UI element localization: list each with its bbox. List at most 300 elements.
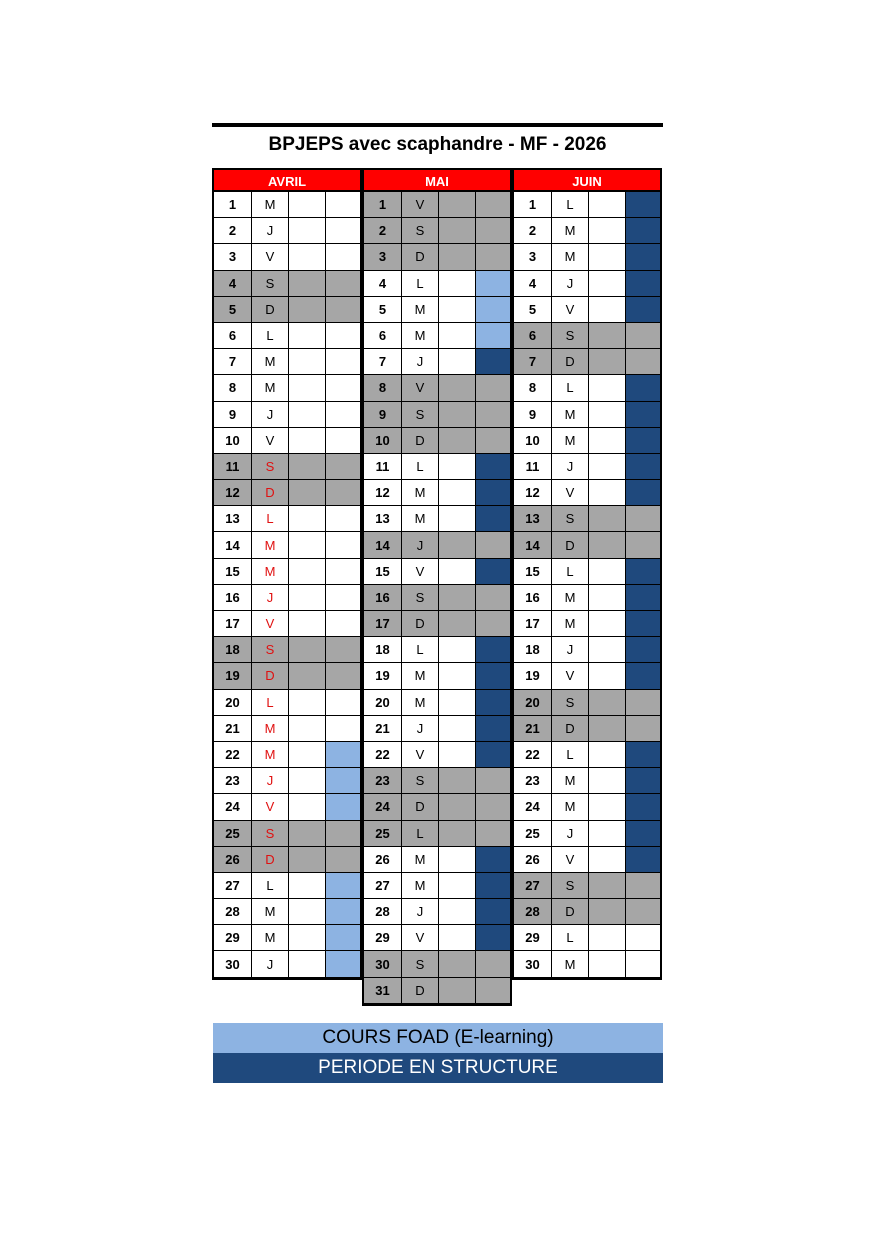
slot-a [439,428,476,454]
day-row [514,899,660,925]
slot-b [326,349,360,375]
day-row [514,821,660,847]
slot-b [326,768,360,794]
slot-a [289,873,326,899]
day-number: 16 [514,585,552,611]
day-row [214,690,360,716]
slot-b [326,454,360,480]
slot-b [476,271,510,297]
day-row [514,716,660,742]
slot-b [626,925,660,951]
day-letter: J [252,585,289,611]
slot-a [589,663,626,689]
day-number: 22 [364,742,402,768]
day-number: 25 [364,821,402,847]
day-letter: M [552,951,589,977]
slot-a [439,873,476,899]
day-row [214,559,360,585]
slot-a [289,663,326,689]
day-letter: M [252,899,289,925]
day-row [514,218,660,244]
day-row [214,716,360,742]
day-number: 22 [214,742,252,768]
day-number: 1 [364,192,402,218]
day-row [364,375,510,401]
slot-a [289,794,326,820]
day-letter: D [252,297,289,323]
slot-b [476,192,510,218]
day-row [514,506,660,532]
day-letter: L [402,637,439,663]
month-juin [512,168,662,980]
day-letter: M [252,192,289,218]
day-letter: M [402,690,439,716]
day-letter: J [402,899,439,925]
day-letter: V [552,480,589,506]
day-number: 13 [514,506,552,532]
slot-a [289,480,326,506]
day-number: 18 [514,637,552,663]
slot-a [439,506,476,532]
day-letter: V [402,192,439,218]
day-row [214,637,360,663]
day-number: 29 [514,925,552,951]
day-letter: S [552,873,589,899]
day-letter: J [252,218,289,244]
day-letter: S [252,271,289,297]
day-number: 2 [514,218,552,244]
day-row [214,428,360,454]
slot-a [439,323,476,349]
slot-a [589,480,626,506]
day-letter: M [552,244,589,270]
day-row [364,297,510,323]
day-number: 19 [214,663,252,689]
slot-a [589,506,626,532]
day-row [214,821,360,847]
day-number: 2 [214,218,252,244]
slot-a [439,297,476,323]
day-letter: L [552,192,589,218]
slot-b [476,821,510,847]
slot-a [439,925,476,951]
day-letter: V [252,611,289,637]
day-row [214,873,360,899]
slot-b [476,768,510,794]
day-row [514,951,660,977]
slot-b [476,742,510,768]
slot-b [626,794,660,820]
day-number: 5 [514,297,552,323]
slot-b [626,375,660,401]
day-number: 3 [514,244,552,270]
day-letter: L [252,506,289,532]
day-number: 10 [514,428,552,454]
day-number: 24 [364,794,402,820]
slot-b [476,428,510,454]
slot-a [289,821,326,847]
day-letter: L [252,323,289,349]
slot-b [326,192,360,218]
day-number: 9 [214,402,252,428]
day-number: 12 [214,480,252,506]
day-row [364,847,510,873]
day-letter: S [252,637,289,663]
day-number: 9 [364,402,402,428]
slot-a [589,559,626,585]
slot-b [626,454,660,480]
slot-a [589,690,626,716]
day-letter: L [402,271,439,297]
day-letter: M [552,218,589,244]
day-number: 30 [364,951,402,977]
day-letter: M [552,402,589,428]
day-number: 16 [364,585,402,611]
day-letter: V [552,847,589,873]
day-number: 10 [214,428,252,454]
slot-b [476,663,510,689]
day-row [214,847,360,873]
slot-a [289,375,326,401]
slot-b [626,873,660,899]
day-number: 1 [214,192,252,218]
day-number: 15 [514,559,552,585]
slot-a [289,323,326,349]
slot-b [326,480,360,506]
slot-b [326,297,360,323]
slot-a [289,532,326,558]
slot-a [589,218,626,244]
day-letter: L [552,375,589,401]
day-row [214,532,360,558]
slot-a [439,821,476,847]
day-letter: S [552,323,589,349]
day-letter: V [552,663,589,689]
slot-a [589,323,626,349]
day-number: 28 [514,899,552,925]
day-letter: M [252,349,289,375]
slot-b [326,873,360,899]
day-number: 8 [364,375,402,401]
slot-a [439,611,476,637]
slot-a [589,951,626,977]
day-letter: J [402,532,439,558]
day-row [214,271,360,297]
slot-b [476,978,510,1004]
slot-a [289,742,326,768]
day-row [364,663,510,689]
legend-structure: PERIODE EN STRUCTURE [213,1053,663,1083]
day-letter: M [552,794,589,820]
slot-a [439,349,476,375]
day-number: 9 [514,402,552,428]
slot-a [439,375,476,401]
day-number: 26 [214,847,252,873]
day-row [364,690,510,716]
slot-b [476,506,510,532]
day-number: 24 [214,794,252,820]
slot-b [626,768,660,794]
month-grid [512,192,662,980]
slot-b [326,794,360,820]
day-letter: M [402,323,439,349]
day-number: 25 [214,821,252,847]
day-number: 28 [214,899,252,925]
day-letter: L [552,925,589,951]
day-row [514,297,660,323]
slot-a [439,716,476,742]
slot-b [326,821,360,847]
day-letter: D [402,978,439,1004]
day-number: 3 [364,244,402,270]
day-row [514,271,660,297]
slot-a [289,847,326,873]
day-row [364,794,510,820]
day-number: 19 [514,663,552,689]
day-letter: L [252,873,289,899]
slot-a [439,559,476,585]
slot-b [326,663,360,689]
day-letter: M [402,297,439,323]
slot-b [626,899,660,925]
day-row [514,192,660,218]
day-row [364,559,510,585]
slot-a [439,192,476,218]
day-number: 23 [214,768,252,794]
day-letter: D [402,244,439,270]
day-letter: D [402,611,439,637]
day-row [514,742,660,768]
month-grid [212,192,362,980]
day-row [214,611,360,637]
day-row [514,794,660,820]
slot-a [439,794,476,820]
day-number: 22 [514,742,552,768]
day-letter: S [402,768,439,794]
day-number: 26 [364,847,402,873]
day-letter: V [402,925,439,951]
day-number: 14 [514,532,552,558]
slot-b [326,271,360,297]
slot-b [476,716,510,742]
slot-a [589,244,626,270]
day-letter: D [552,349,589,375]
day-row [514,323,660,349]
day-letter: J [552,821,589,847]
slot-a [289,768,326,794]
day-letter: M [402,847,439,873]
day-number: 4 [214,271,252,297]
slot-b [476,244,510,270]
day-letter: L [252,690,289,716]
slot-b [476,402,510,428]
slot-b [326,559,360,585]
day-number: 12 [364,480,402,506]
day-letter: L [402,454,439,480]
slot-b [626,637,660,663]
day-letter: J [252,402,289,428]
day-number: 8 [214,375,252,401]
slot-a [289,716,326,742]
slot-a [439,690,476,716]
day-number: 28 [364,899,402,925]
slot-b [326,218,360,244]
slot-b [626,506,660,532]
slot-a [289,690,326,716]
slot-a [589,585,626,611]
slot-a [589,402,626,428]
day-number: 23 [364,768,402,794]
slot-b [326,428,360,454]
slot-b [626,349,660,375]
day-letter: L [552,559,589,585]
day-row [514,690,660,716]
slot-a [439,532,476,558]
day-letter: S [402,585,439,611]
day-row [364,742,510,768]
day-number: 2 [364,218,402,244]
slot-b [326,323,360,349]
slot-b [476,532,510,558]
slot-b [626,742,660,768]
slot-b [626,428,660,454]
day-row [364,271,510,297]
page-title: BPJEPS avec scaphandre - MF - 2026 [268,134,607,155]
day-letter: S [252,454,289,480]
day-number: 31 [364,978,402,1004]
slot-b [626,951,660,977]
day-number: 20 [514,690,552,716]
slot-a [589,271,626,297]
day-row [364,585,510,611]
day-row [514,532,660,558]
day-row [214,794,360,820]
slot-a [439,480,476,506]
day-number: 23 [514,768,552,794]
day-row [514,480,660,506]
slot-a [439,244,476,270]
day-letter: S [402,218,439,244]
day-letter: M [252,925,289,951]
day-number: 21 [514,716,552,742]
day-row [364,428,510,454]
day-letter: D [402,794,439,820]
day-number: 7 [514,349,552,375]
slot-b [476,951,510,977]
day-number: 6 [514,323,552,349]
day-number: 5 [364,297,402,323]
day-number: 27 [514,873,552,899]
day-number: 30 [214,951,252,977]
day-row [514,585,660,611]
slot-b [326,925,360,951]
day-number: 5 [214,297,252,323]
day-row [364,480,510,506]
day-letter: D [552,716,589,742]
slot-a [589,375,626,401]
slot-b [626,297,660,323]
day-letter: S [402,951,439,977]
month-header: AVRIL [212,168,362,192]
day-number: 16 [214,585,252,611]
month-header: MAI [362,168,512,192]
day-row [514,637,660,663]
slot-a [589,847,626,873]
slot-a [289,192,326,218]
day-letter: D [552,532,589,558]
slot-b [476,349,510,375]
slot-a [289,428,326,454]
day-row [364,978,510,1004]
slot-a [589,454,626,480]
day-letter: V [402,742,439,768]
slot-a [289,559,326,585]
day-number: 17 [214,611,252,637]
day-letter: M [252,375,289,401]
day-letter: M [552,585,589,611]
slot-a [439,402,476,428]
day-letter: M [402,663,439,689]
day-letter: S [552,506,589,532]
day-letter: D [402,428,439,454]
slot-b [326,532,360,558]
slot-a [589,925,626,951]
day-letter: V [552,297,589,323]
day-row [214,663,360,689]
slot-a [439,951,476,977]
slot-b [326,611,360,637]
day-number: 29 [214,925,252,951]
day-number: 12 [514,480,552,506]
day-letter: M [402,506,439,532]
slot-a [289,637,326,663]
slot-a [289,402,326,428]
day-letter: L [402,821,439,847]
title-rule [212,123,663,127]
slot-a [289,925,326,951]
day-row [514,454,660,480]
slot-b [476,925,510,951]
day-row [364,925,510,951]
slot-b [626,532,660,558]
slot-b [476,585,510,611]
day-row [514,925,660,951]
day-row [514,375,660,401]
day-row [214,323,360,349]
day-row [364,506,510,532]
slot-a [289,951,326,977]
day-number: 3 [214,244,252,270]
slot-b [476,637,510,663]
day-number: 7 [214,349,252,375]
day-row [364,716,510,742]
slot-a [589,768,626,794]
day-number: 20 [364,690,402,716]
day-letter: J [552,454,589,480]
day-letter: V [252,428,289,454]
slot-b [626,847,660,873]
day-number: 10 [364,428,402,454]
day-row [214,192,360,218]
slot-b [476,794,510,820]
slot-a [589,873,626,899]
day-row [364,611,510,637]
slot-a [289,271,326,297]
slot-a [439,637,476,663]
day-letter: M [252,559,289,585]
day-row [514,847,660,873]
slot-a [289,611,326,637]
